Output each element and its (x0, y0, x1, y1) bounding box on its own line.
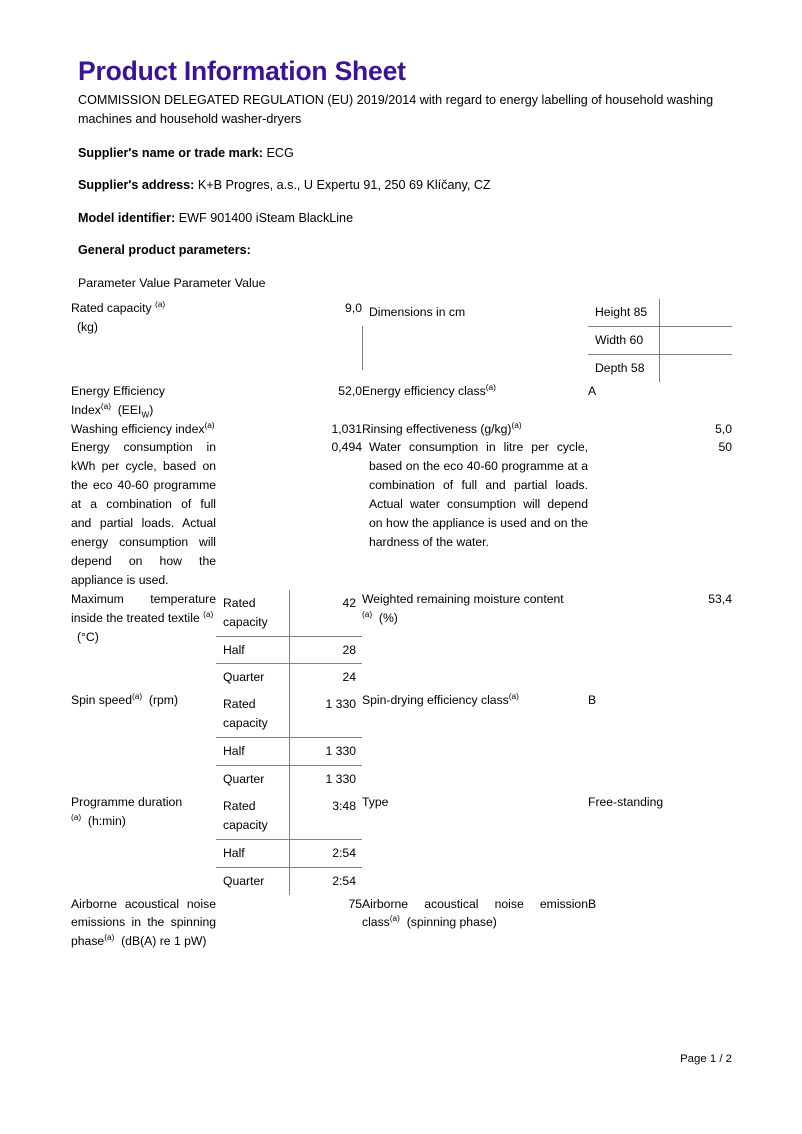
noise-unit: (dB(A) re 1 pW) (121, 934, 207, 949)
max-temp-quarter-name: Quarter (216, 664, 289, 691)
rated-capacity-row (71, 299, 732, 382)
spin-speed-subtable-cell (216, 691, 362, 793)
footnote-marker-icon: (a) (204, 419, 215, 430)
eei-label-abbrev: (EEI (117, 402, 142, 417)
max-temperature-subtable-cell (216, 590, 362, 692)
energy-consumption-label: Energy consumption in kWh per cycle, based on the eco 40-60 programme at a combination of full and partial loads. Actual energy consumption will depend on how the appliance is used. (71, 440, 216, 587)
moisture-content-value: 53,4 (708, 591, 733, 606)
water-consumption-label: Water consumption in litre per cycle, based on the eco 40-60 programme at a combination of full and partial loads. Actual water consumption will depend on how the appliance is used and on the hardness of the water. (369, 440, 588, 549)
max-temperature-label-cell (71, 590, 216, 692)
noise-class-label-cell (362, 895, 588, 952)
duration-quarter-value: 2:54 (289, 867, 362, 894)
airborne-noise-row (71, 895, 732, 952)
dimensions-label: Dimensions in cm (369, 305, 466, 319)
dimension-depth-name: Depth (595, 360, 628, 375)
section-heading-text: General product parameters: (78, 243, 251, 258)
spin-speed-label (71, 691, 216, 710)
column-header-spacer-4 (588, 268, 659, 299)
footnote-marker-icon: (a) (100, 400, 111, 411)
max-temp-half-value: 28 (289, 636, 362, 664)
page-title: Product Information Sheet (78, 56, 406, 86)
title-row (71, 47, 732, 138)
programme-duration-unit-line (71, 812, 216, 831)
spin-speed-quarter-value: 1 330 (289, 766, 362, 793)
rated-capacity-label (71, 299, 216, 318)
programme-duration-label-text: Programme duration (71, 794, 183, 809)
dimension-row-depth (588, 354, 732, 381)
supplier-address-label: Supplier's address: (78, 178, 195, 193)
eei-label-cell (71, 382, 216, 420)
max-temperature-label (71, 590, 216, 628)
moisture-content-label: Weighted remaining moisture content (362, 591, 564, 606)
section-heading-cell (71, 235, 732, 268)
max-temp-rated-value: 42 (289, 590, 362, 636)
supplier-name-cell (71, 138, 732, 171)
eei-label-subscript: W (141, 409, 150, 420)
dimension-depth-value: 58 (630, 360, 645, 375)
dimension-width-blank (659, 326, 732, 354)
rinsing-effectiveness-value: 5,0 (715, 421, 733, 436)
duration-quarter-row (216, 867, 362, 894)
rinsing-effectiveness-label-text: Rinsing effectiveness (g/kg) (362, 421, 512, 436)
spin-speed-quarter-row (216, 766, 362, 793)
max-temperature-row (71, 590, 732, 692)
eei-label-line1: Energy Efficiency (71, 383, 165, 398)
dimension-height-name: Height (595, 305, 631, 319)
spin-speed-label-cell (71, 691, 216, 793)
duration-rated-value: 3:48 (289, 793, 362, 839)
max-temperature-unit: (°C) (77, 629, 99, 644)
max-temperature-subtable (216, 590, 362, 692)
consumption-row (71, 438, 732, 589)
energy-efficiency-index-row (71, 382, 732, 420)
dimension-height-value: 85 (633, 305, 648, 319)
footnote-marker-icon: (a) (71, 811, 82, 822)
dimension-height-blank (659, 299, 732, 326)
column-header-row (71, 268, 732, 299)
supplier-name-line (71, 138, 732, 171)
model-identifier-label: Model identifier: (78, 210, 176, 225)
noise-value: 75 (348, 896, 362, 911)
column-header-spacer-3 (362, 268, 588, 299)
max-temp-rated-name: Rated capacity (223, 595, 268, 629)
dimension-height (588, 299, 659, 326)
max-temp-quarter-value: 24 (289, 664, 362, 691)
dimensions-table (588, 299, 732, 382)
washing-efficiency-label (71, 420, 216, 439)
column-header-text: Parameter Value Parameter Value (78, 275, 266, 290)
footnote-marker-icon: (a) (155, 298, 166, 309)
spin-drying-class-label-text: Spin-drying efficiency class (362, 693, 509, 708)
dimensions-label-cell (362, 299, 588, 382)
supplier-name-label: Supplier's name or trade mark: (78, 145, 263, 160)
type-label: Type (362, 794, 389, 809)
spin-speed-half-row (216, 738, 362, 766)
duration-quarter-name: Quarter (216, 867, 289, 894)
footnote-marker-icon: (a) (508, 691, 519, 702)
section-heading-row (71, 235, 732, 268)
footnote-marker-icon: (a) (485, 381, 496, 392)
programme-duration-label-cell (71, 793, 216, 895)
max-temp-half-name: Half (216, 636, 289, 664)
title-cell (71, 47, 732, 138)
max-temperature-label-text: Maximum temperature inside the treated textile (71, 591, 216, 625)
spin-speed-rated-value: 1 330 (289, 691, 362, 737)
column-header-cell (71, 268, 266, 299)
spin-speed-half-value: 1 330 (289, 738, 362, 766)
duration-half-row (216, 839, 362, 867)
water-consumption-value: 50 (718, 440, 733, 455)
footnote-marker-icon: (a) (203, 608, 214, 619)
moisture-content-unit-line (362, 609, 588, 628)
rated-capacity-label-text: Rated capacity (71, 301, 152, 315)
dimension-width-name: Width (595, 332, 627, 347)
programme-duration-row (71, 793, 732, 895)
noise-label (71, 895, 216, 952)
type-value: Free-standing (588, 794, 664, 809)
programme-duration-unit: (h:min) (87, 813, 126, 828)
rinsing-effectiveness-label (362, 420, 588, 439)
washing-efficiency-row (71, 420, 732, 439)
model-identifier-cell (71, 203, 732, 236)
model-identifier-line (71, 203, 732, 236)
duration-half-value: 2:54 (289, 839, 362, 867)
dimension-width (588, 326, 659, 354)
dimension-width-value: 60 (629, 332, 644, 347)
spin-speed-row (71, 691, 732, 793)
programme-duration-subtable-cell (216, 793, 362, 895)
duration-rated-name: Rated capacity (223, 798, 268, 832)
dimensions-values-cell (588, 299, 732, 382)
rated-capacity-label-cell (71, 299, 216, 382)
moisture-content-label-cell (362, 590, 588, 692)
spin-drying-class-value: B (588, 693, 597, 708)
eei-label-index: Index (71, 402, 101, 417)
noise-label-text: Airborne acoustical noise emissions in the spinning phase (71, 896, 216, 949)
max-temp-half-row (216, 636, 362, 664)
dimensions-stub-divider (362, 326, 363, 370)
footnote-marker-icon: (a) (511, 419, 522, 430)
column-header-spacer-5 (659, 268, 732, 299)
section-heading (71, 235, 732, 268)
model-identifier-row (71, 203, 732, 236)
footnote-marker-icon: (a) (132, 691, 143, 702)
noise-class-label: Airborne acoustical noise emission class (362, 896, 588, 930)
eei-value: 52,0 (338, 383, 362, 398)
supplier-name-value: ECG (266, 145, 294, 160)
supplier-address-line (71, 170, 732, 203)
duration-half-name: Half (216, 839, 289, 867)
supplier-address-row (71, 170, 732, 203)
supplier-address-cell (71, 170, 732, 203)
spin-speed-unit: (rpm) (148, 693, 179, 708)
model-identifier-value: EWF 901400 iSteam BlackLine (178, 210, 354, 225)
spin-speed-rated-name: Rated capacity (223, 697, 268, 731)
noise-label-cell (71, 895, 216, 952)
programme-duration-subtable (216, 793, 362, 895)
footnote-marker-icon: (a) (389, 913, 400, 924)
energy-class-label (362, 382, 588, 420)
max-temp-rated-row (216, 590, 362, 636)
spin-speed-rated-row (216, 691, 362, 737)
noise-class-phase: (spinning phase) (406, 915, 497, 930)
rated-capacity-unit: (kg) (77, 319, 98, 334)
regulation-text: COMMISSION DELEGATED REGULATION (EU) 2019/2014 with regard to energy labelling of household washing machines and household washer-dryers (78, 93, 714, 127)
supplier-address-value: K+B Progres, a.s., U Expertu 91, 250 69 Klíčany, CZ (197, 178, 491, 193)
spin-drying-class-label (362, 691, 588, 793)
duration-rated-row (216, 793, 362, 839)
rated-capacity-value: 9,0 (345, 301, 362, 315)
sheet-body (71, 47, 732, 951)
footnote-marker-icon: (a) (362, 608, 373, 619)
column-header-spacer-2 (289, 268, 362, 299)
spin-speed-quarter-name: Quarter (216, 766, 289, 793)
washing-efficiency-value: 1,031 (331, 421, 362, 436)
washing-efficiency-label-text: Washing efficiency index (71, 421, 205, 436)
max-temp-quarter-row (216, 664, 362, 691)
spin-speed-half-name: Half (216, 738, 289, 766)
programme-duration-label (71, 793, 216, 812)
noise-class-value: B (588, 896, 597, 911)
spin-speed-subtable (216, 691, 362, 793)
footnote-marker-icon: (a) (104, 932, 115, 943)
eei-label-line2 (71, 401, 216, 420)
product-parameters-table (71, 47, 732, 951)
dimension-depth (588, 354, 659, 381)
dimension-row-width (588, 326, 732, 354)
energy-class-value: A (588, 383, 597, 398)
spin-speed-label-text: Spin speed (71, 693, 132, 708)
energy-consumption-value: 0,494 (331, 440, 362, 455)
dimension-row-height (588, 299, 732, 326)
dimension-depth-blank (659, 354, 732, 381)
moisture-content-unit: (%) (378, 610, 398, 625)
supplier-name-row (71, 138, 732, 171)
eei-label-paren: ) (149, 402, 154, 417)
energy-class-label-text: Energy efficiency class (362, 383, 486, 398)
page-footer: Page 1 / 2 (680, 1053, 732, 1065)
